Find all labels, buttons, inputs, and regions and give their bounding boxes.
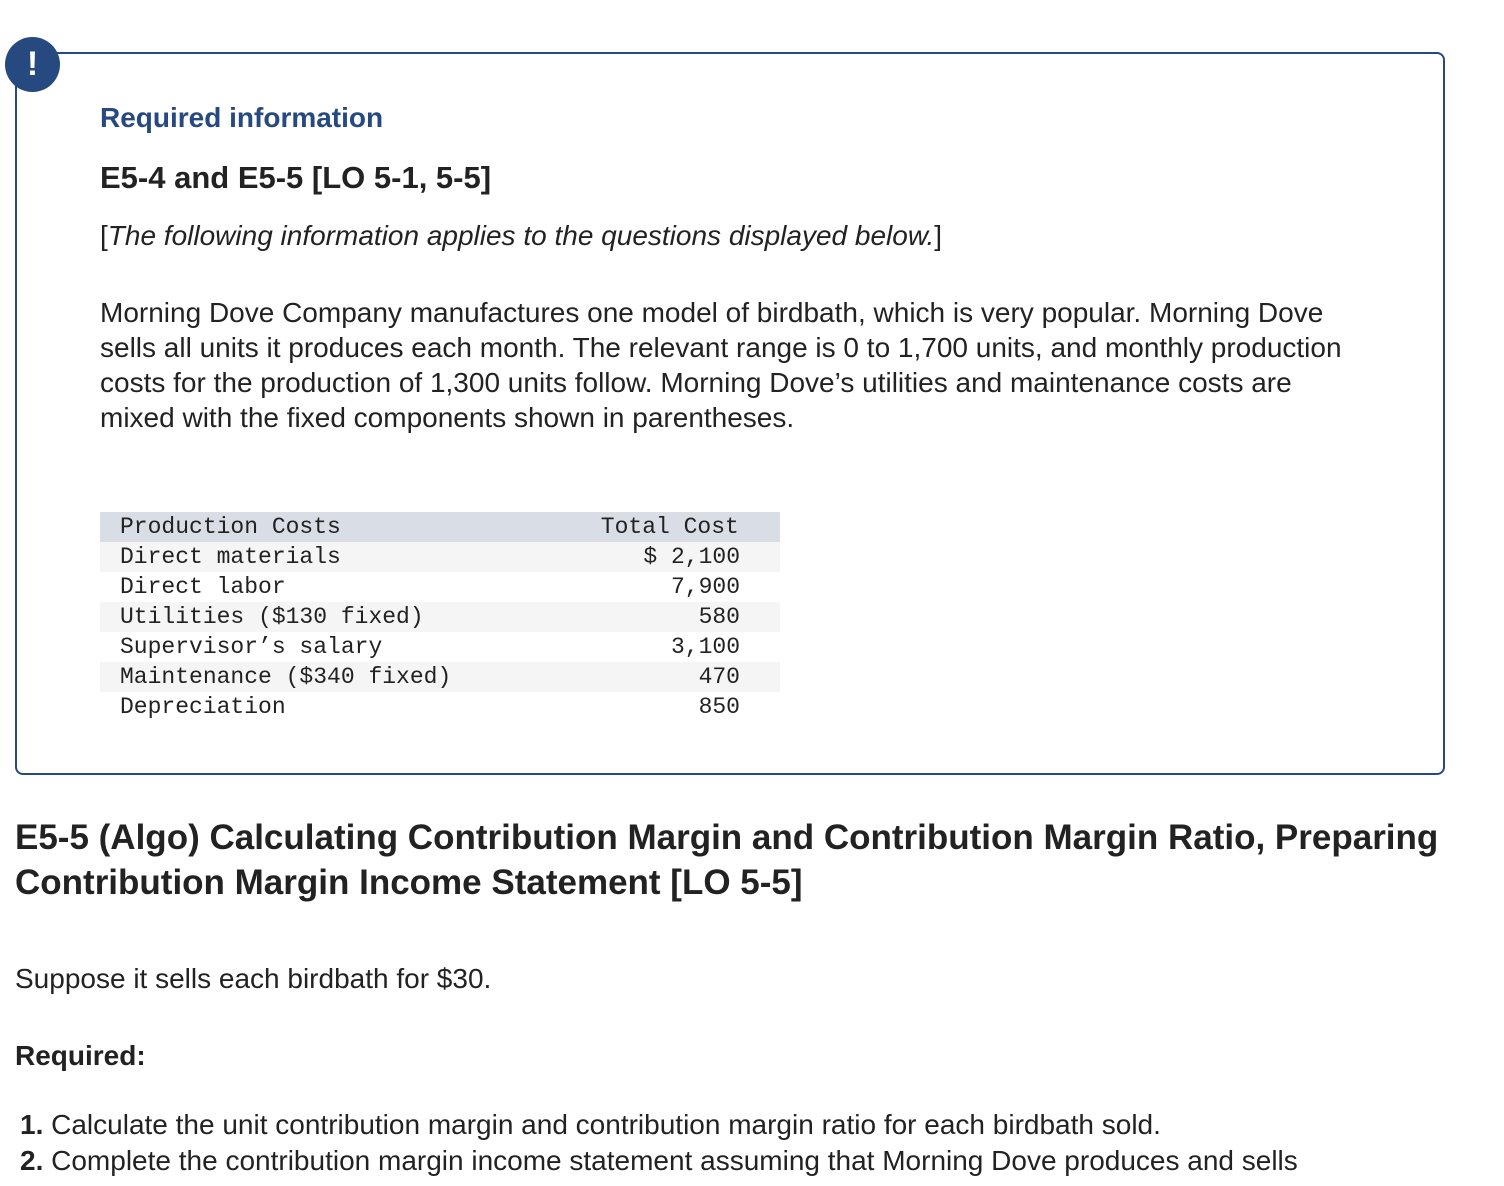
cost-amount: $ 2,100 [560, 542, 780, 572]
cost-amount: 470 [560, 662, 780, 692]
cost-item: Direct materials [100, 542, 560, 572]
exercise-subtitle: E5-4 and E5-5 [LO 5-1, 5-5] [100, 160, 492, 195]
table-row [100, 692, 780, 722]
alert-icon: ! [5, 37, 60, 92]
required-item [20, 1143, 1298, 1179]
item-text: Complete the contribution margin income statement assuming that Morning Dove produces and sells [43, 1145, 1298, 1176]
question-title: E5-5 (Algo) Calculating Contribution Margin and Contribution Margin Ratio, Preparing Contribution Margin Income Statement [LO 5-5] [15, 818, 1439, 902]
note-bracket-close: ] [934, 220, 943, 251]
cost-item: Direct labor [100, 572, 560, 602]
column-header-total-cost: Total Cost [560, 512, 780, 542]
cost-amount: 850 [560, 692, 780, 722]
item-number: 2. [20, 1145, 44, 1176]
item-number: 1. [20, 1109, 44, 1140]
cost-amount: 580 [560, 602, 780, 632]
info-note [100, 220, 942, 252]
table-row [100, 602, 780, 632]
required-label: Required: [15, 1040, 146, 1071]
table-row [100, 662, 780, 692]
problem-description: Morning Dove Company manufactures one model of birdbath, which is very popular. Morning Dove sells all units it produces each month. The relevant range is 0 to 1,700 units, and monthly production costs for the production of 1,300 units follow. Morning Dove’s utilities and maintenance costs are mixed with the fixed components shown in parentheses. [100, 297, 1342, 433]
cost-item: Depreciation [100, 692, 560, 722]
required-list [20, 1107, 1298, 1179]
cost-item: Supervisor’s salary [100, 632, 560, 662]
table-row [100, 632, 780, 662]
cost-amount: 7,900 [560, 572, 780, 602]
cost-amount: 3,100 [560, 632, 780, 662]
column-header-production-costs: Production Costs [100, 512, 560, 542]
item-text: Calculate the unit contribution margin and contribution margin ratio for each birdbath sold. [43, 1109, 1161, 1140]
table-row [100, 572, 780, 602]
cost-item: Utilities ($130 fixed) [100, 602, 560, 632]
required-item [20, 1107, 1298, 1143]
required-info-heading: Required information [100, 102, 384, 133]
table-row [100, 542, 780, 572]
note-bracket-open: [ [100, 220, 108, 251]
note-text: The following information applies to the questions displayed below. [107, 220, 935, 251]
cost-item: Maintenance ($340 fixed) [100, 662, 560, 692]
production-costs-table [100, 512, 780, 722]
question-premise: Suppose it sells each birdbath for $30. [15, 963, 492, 994]
